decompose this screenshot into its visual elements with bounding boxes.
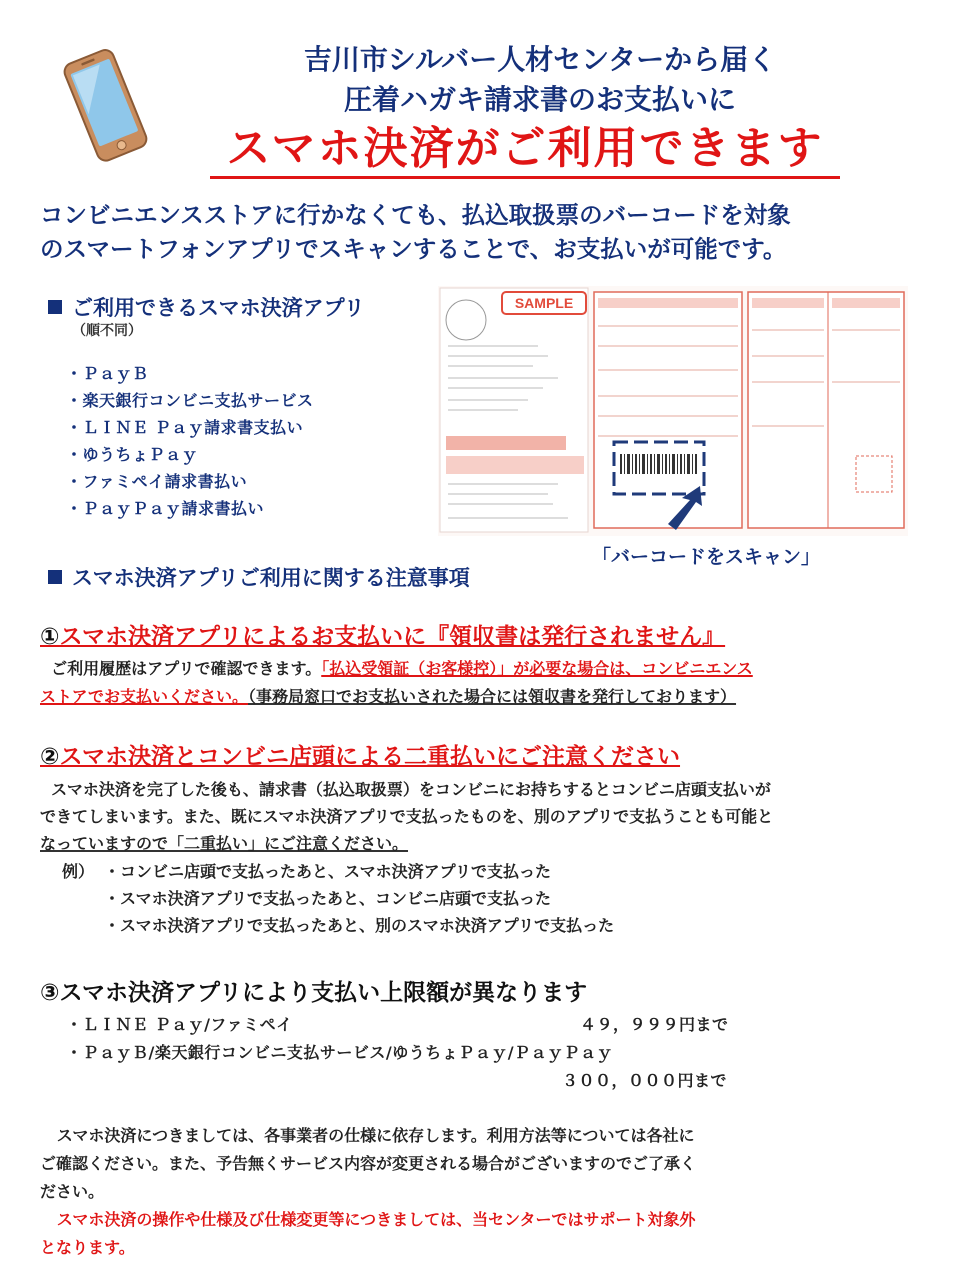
apps-heading — [48, 292, 365, 322]
apps-subnote: （順不同） — [72, 323, 142, 339]
app-item: ・ＰａｙＰａｙ請求書払い — [66, 499, 265, 518]
apps-list — [66, 360, 314, 522]
note-2-line-1: スマホ決済を完了した後も、請求書（払込取扱票）をコンビニにお持ちするとコンビニ店頭支払いが — [51, 780, 771, 799]
limit-row-2-label: ・ＰａｙＢ/楽天銀行コンビニ支払サービス/ゆうちょＰａｙ/ＰａｙＰａｙ — [66, 1043, 614, 1062]
example-item: ・スマホ決済アプリで支払ったあと、別のスマホ決済アプリで支払った — [104, 916, 615, 935]
bullet-square-icon — [48, 300, 62, 314]
sample-label: SAMPLE — [514, 295, 574, 311]
example-item: ・スマホ決済アプリで支払ったあと、コンビニ店頭で支払った — [104, 889, 552, 908]
example-item: ・コンビニ店頭で支払ったあと、スマホ決済アプリで支払った — [104, 862, 552, 881]
app-item: ・ＰａｙＢ — [66, 364, 149, 383]
notes-heading-text: スマホ決済アプリご利用に関する注意事項 — [72, 566, 470, 590]
footer-red-line-2: となります。 — [40, 1238, 135, 1257]
limit-row-1-label: ・ＬＩＮＥ Ｐａｙ/ファミペイ — [66, 1015, 293, 1034]
footer-text — [40, 1122, 930, 1262]
app-item: ・ファミペイ請求書払い — [66, 472, 248, 491]
limit-row-2-amount: ３００，０００円まで — [562, 1071, 728, 1090]
bullet-square-icon — [48, 570, 62, 584]
note-3-title: ③スマホ決済アプリにより支払い上限額が異なります — [40, 980, 588, 1006]
intro-text — [40, 198, 930, 266]
note-2-title — [40, 738, 680, 771]
footer-line-3: ださい。 — [40, 1182, 105, 1201]
note-2-number: ② — [40, 744, 60, 770]
app-item: ・ＬＩＮＥ Ｐａｙ請求書支払い — [66, 418, 304, 437]
note-1-text-d: （事務局窓口でお支払いされた場合には領収書を発行しております） — [248, 687, 737, 706]
note-1-text — [40, 655, 930, 711]
intro-line-1: コンビニエンスストアに行かなくても、払込取扱票のバーコードを対象 — [40, 201, 791, 229]
footer-line-1: スマホ決済につきましては、各事業者の仕様に依存します。利用方法等については各社に — [56, 1126, 695, 1145]
note-2-examples — [104, 858, 614, 939]
note-1-title — [40, 618, 725, 651]
note-2-line-3: なっていますので「二重払い」にご注意ください。 — [40, 834, 409, 853]
note-1-number: ① — [40, 624, 60, 650]
app-item: ・楽天銀行コンビニ支払サービス — [66, 391, 314, 410]
intro-line-2: のスマートフォンアプリでスキャンすることで、お支払いが可能です。 — [40, 235, 787, 263]
note-2-text — [40, 776, 930, 857]
footer-line-2: ご確認ください。また、予告無くサービス内容が変更される場合がございますのでご了承く — [40, 1154, 697, 1173]
note-2-title-text: スマホ決済とコンビニ店頭による二重払いにご注意ください — [59, 744, 681, 770]
header-line-1: 吉川市シルバー人材センターから届く — [303, 43, 777, 76]
apps-heading-text: ご利用できるスマホ決済アプリ — [72, 296, 365, 320]
smartphone-icon — [56, 48, 152, 166]
limit-row-1-amount: ４９，９９９円まで — [580, 1015, 729, 1034]
note-1-text-b: 「払込受領証（お客様控）」が必要な場合は、コンビニエンス — [321, 659, 753, 678]
app-item: ・ゆうちょＰａｙ — [66, 445, 199, 464]
note-1-text-c: ストアでお支払いください。 — [40, 687, 249, 706]
note-1-text-a: ご利用履歴はアプリで確認できます。 — [51, 659, 322, 678]
note-1-title-text: スマホ決済アプリによるお支払いに『領収書は発行されません』 — [59, 624, 726, 650]
scan-caption: 「バーコードをスキャン」 — [592, 546, 821, 568]
footer-red-line-1: スマホ決済の操作や仕様及び仕様変更等につきましては、当センターではサポート対象外 — [56, 1210, 696, 1229]
header-line-2: 圧着ハガキ請求書のお支払いに — [343, 83, 736, 116]
note-2-example-label: 例） — [62, 862, 95, 881]
headline: スマホ決済がご利用できます — [210, 122, 840, 179]
note-2-line-2: できてしまいます。また、既にスマホ決済アプリで支払ったものを、別のアプリで支払うことも可能と — [40, 807, 774, 826]
payment-slip-sample-image — [438, 286, 908, 536]
notes-heading — [48, 562, 470, 592]
